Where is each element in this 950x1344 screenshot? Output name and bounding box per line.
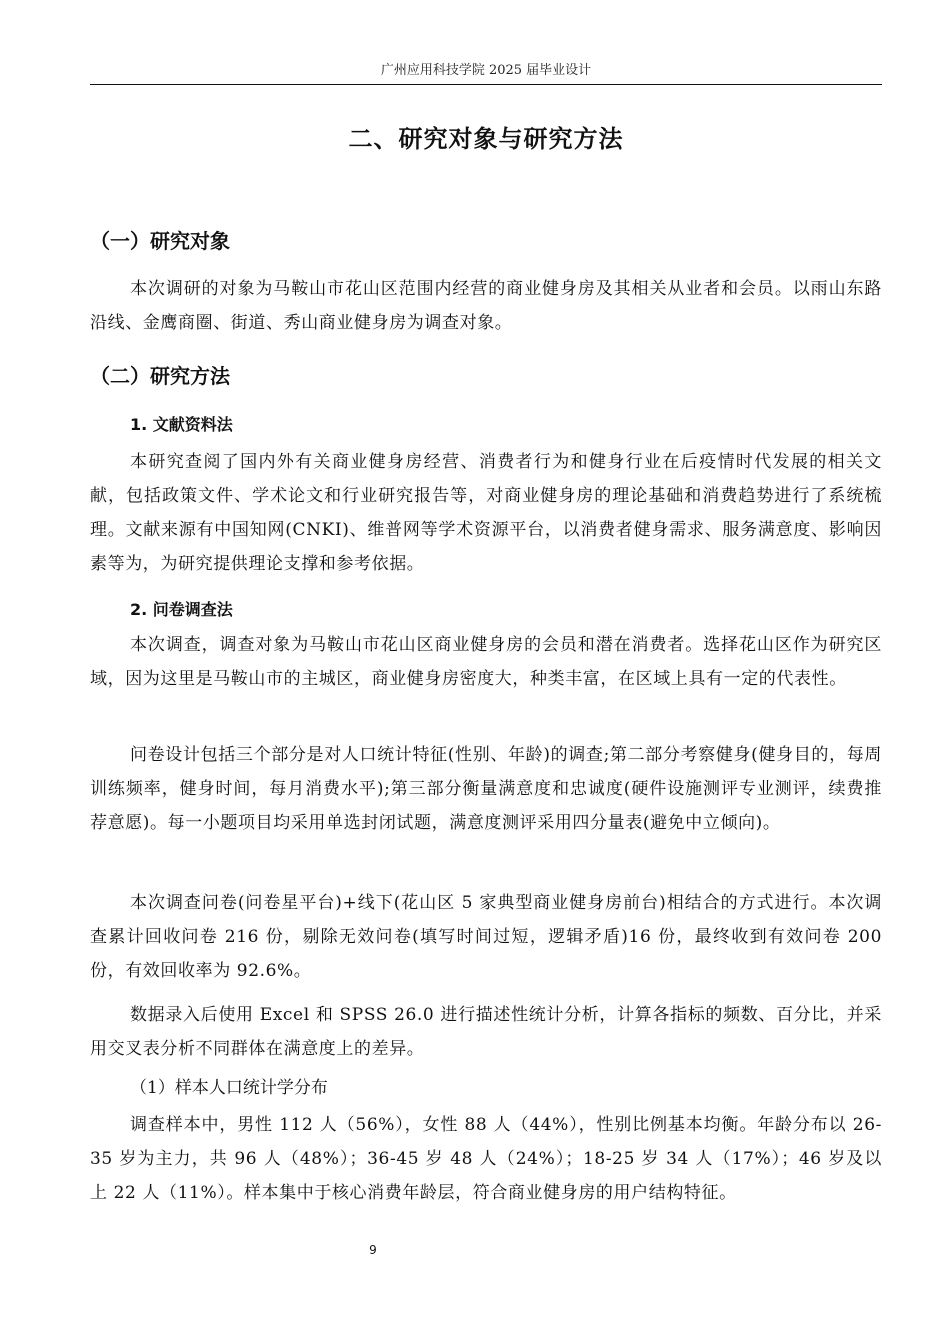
paragraph-research-object: 本次调研的对象为马鞍山市花山区范围内经营的商业健身房及其相关从业者和会员。以雨山东路沿线、金鹰商圈、街道、秀山商业健身房为调查对象。 (90, 279, 882, 333)
paragraph-sample-distribution: 调查样本中，男性 112 人（56%），女性 88 人（44%），性别比例基本均衡。年龄分布以 26-35 岁为主力，共 96 人（48%）；36-45 岁 48 人（24%）；18-25 岁 34 人（17%）；46 岁及以上 22 人（11%）。样本集中于核心消费年龄层，符合商业健身房的用户结构特征。 (90, 1115, 882, 1203)
subsection-heading-survey: 2. 问卷调查法 (130, 600, 233, 619)
section-heading-research-object: （一）研究对象 (90, 229, 230, 253)
running-header: 广州应用科技学院 2025 届毕业设计 (380, 63, 592, 78)
paragraph-literature: 本研究查阅了国内外有关商业健身房经营、消费者行为和健身行业在后疫情时代发展的相关文献，包括政策文件、学术论文和行业研究报告等，对商业健身房的理论基础和消费趋势进行了系统梳理。文献来源有中国知网(CNKI)、维普网等学术资源平台，以消费者健身需求、服务满意度、影响因素等为，为研究提供理论支撑和参考依据。 (90, 452, 882, 574)
item-heading-sample-distribution: （1）样本人口统计学分布 (130, 1078, 328, 1098)
paragraph-survey-2: 问卷设计包括三个部分是对人口统计特征(性别、年龄)的调查;第二部分考察健身(健身目的，每周训练频率，健身时间，每月消费水平);第三部分衡量满意度和忠诚度(硬件设施测评专业测评，续费推荐意愿)。每一小题项目均采用单选封闭试题，满意度测评采用四分量表(避免中立倾向)。 (90, 745, 882, 833)
page-number: 9 (369, 1243, 377, 1257)
chapter-title: 二、研究对象与研究方法 (348, 125, 624, 153)
paragraph-survey-1: 本次调查，调查对象为马鞍山市花山区商业健身房的会员和潜在消费者。选择花山区作为研究区域，因为这里是马鞍山市的主城区，商业健身房密度大，种类丰富，在区域上具有一定的代表性。 (90, 635, 882, 689)
section-heading-research-method: （二）研究方法 (90, 364, 230, 388)
paragraph-survey-4: 数据录入后使用 Excel 和 SPSS 26.0 进行描述性统计分析，计算各指标的频数、百分比，并采用交叉表分析不同群体在满意度上的差异。 (90, 1005, 882, 1059)
subsection-heading-literature: 1. 文献资料法 (130, 415, 233, 434)
header-rule (90, 84, 882, 85)
paragraph-survey-3: 本次调查问卷(问卷星平台)+线下(花山区 5 家典型商业健身房前台)相结合的方式进行。本次调查累计回收问卷 216 份，剔除无效问卷(填写时间过短，逻辑矛盾)16 份，最终收到有效问卷 200 份，有效回收率为 92.6%。 (90, 893, 882, 981)
